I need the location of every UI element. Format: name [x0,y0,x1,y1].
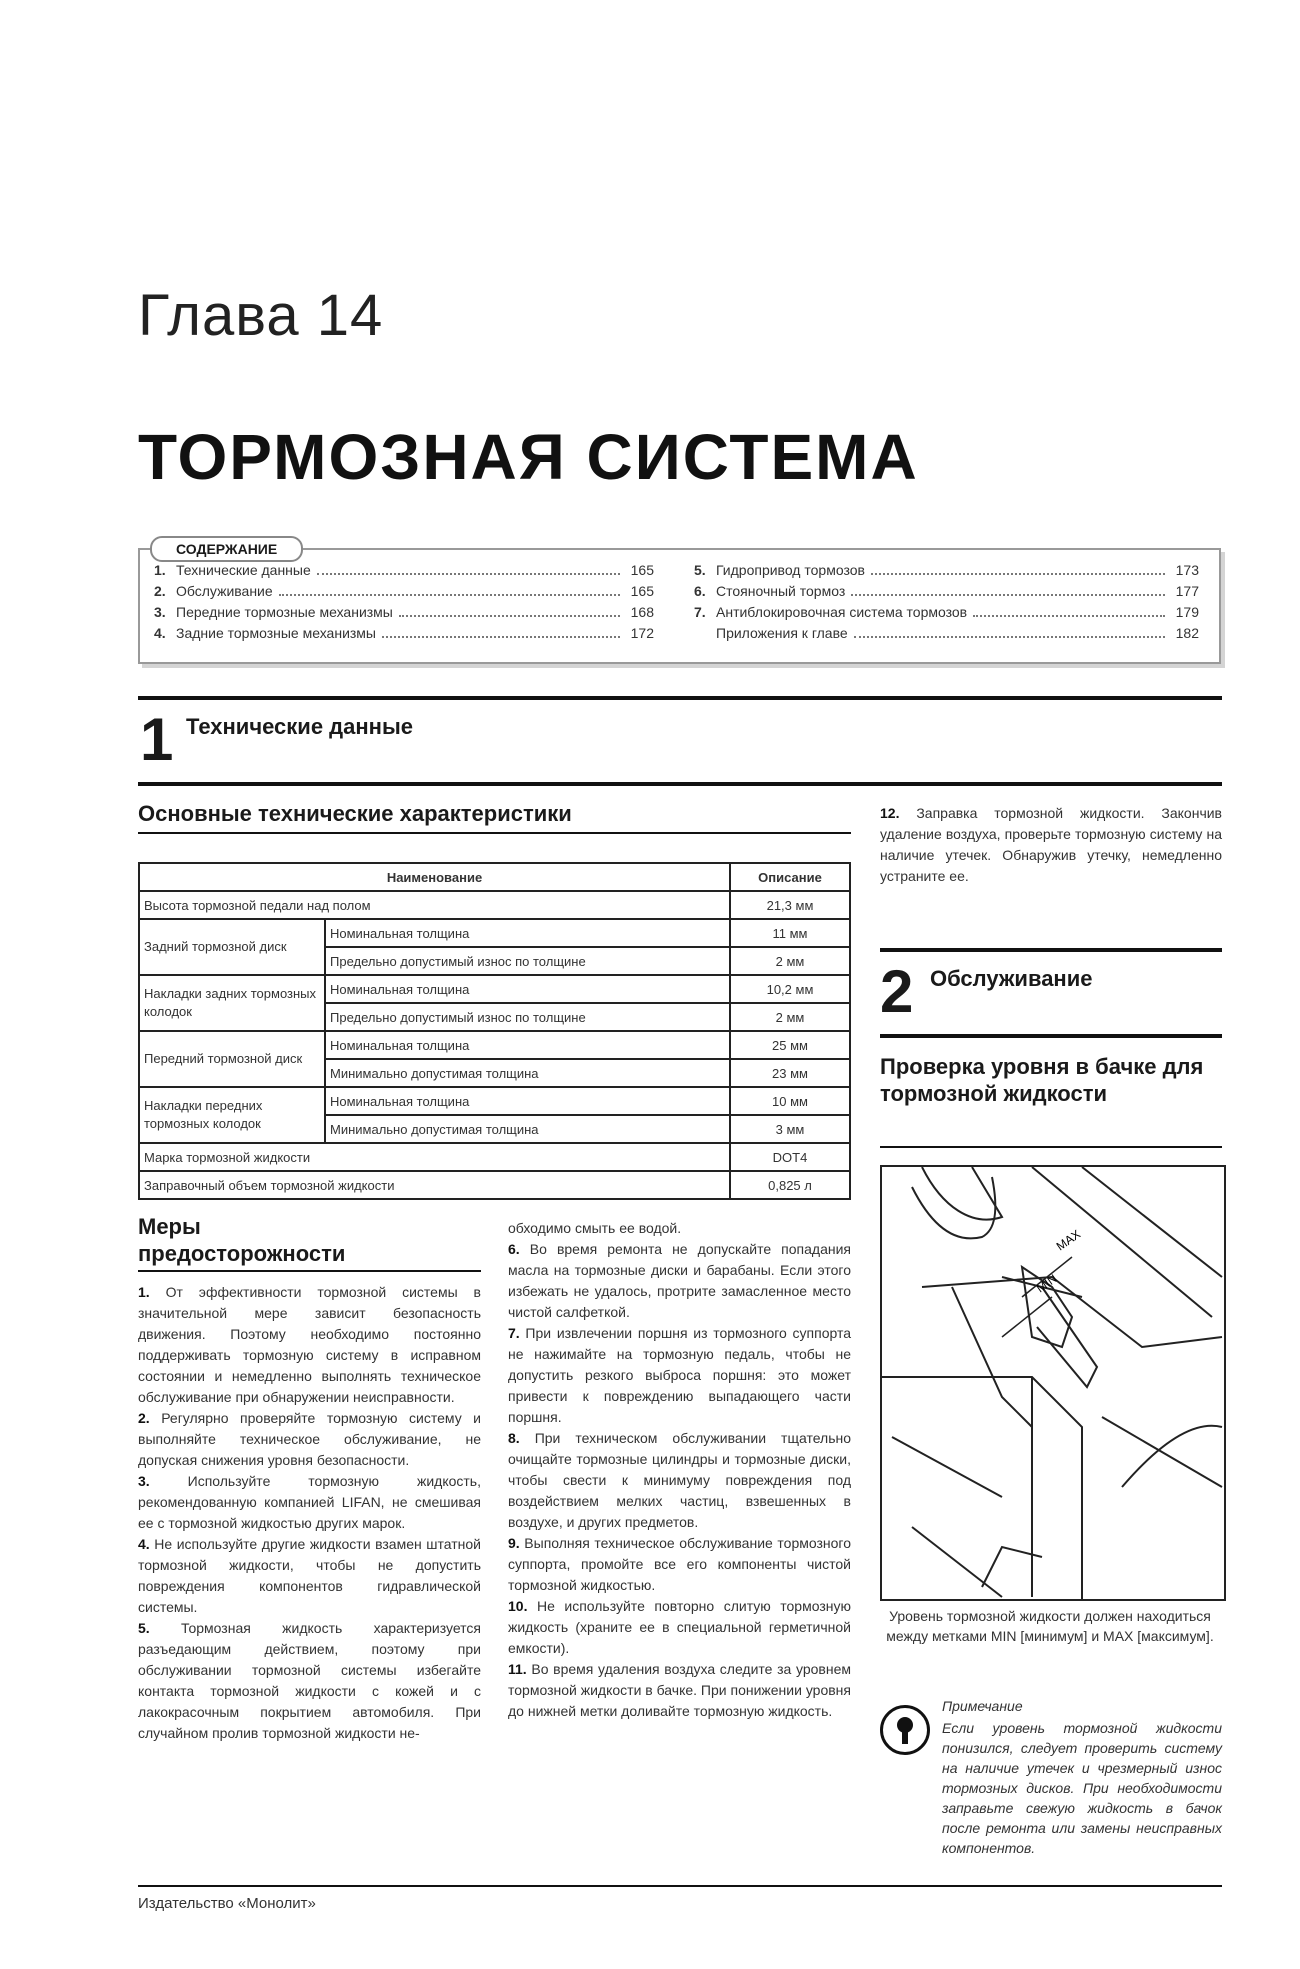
paragraph: 8. При техническом обслуживании тщательно очищайте тормозные цилиндры и тормозные диски, чтобы свести к минимуму повреждения под воздействием мелких частиц, взвешенных в воздухе, и других предметов. [508,1430,852,1530]
toc-item[interactable]: Приложения к главе 182 [716,624,1199,641]
table-header-row [139,863,850,891]
table-row: Накладки задних тормозных колодок Номинальная толщина 10,2 мм [139,975,850,1003]
table-row: Минимально допустимая толщина 23 мм [139,1059,850,1087]
table-row: Минимально допустимая толщина 3 мм [139,1115,850,1143]
table-row: Накладки передних тормозных колодок Номинальная толщина 10 мм [139,1087,850,1115]
paragraph: 11. Во время удаления воздуха следите за уровнем тормозной жидкости в бачке. При понижении уровня до нижней метки доливайте тормозную жидкость. [508,1661,852,1719]
paragraph: 4. Не используйте другие жидкости взамен штатной тормозной жидкости, чтобы не допустить повреждения компонентов гидравлической системы. [138,1536,481,1615]
check-level-heading: Проверка уровня в бачке для тормозной жидкости [880,1054,1204,1106]
table-row: Марка тормозной жидкости DOT4 [139,1143,850,1171]
section-title: Технические данные [186,714,413,739]
table-row: Передний тормозной диск Номинальная толщина 25 мм [139,1031,850,1059]
footer-rule [138,1885,1222,1887]
paragraph: 6. Во время ремонта не допускайте попадания масла на тормозные диски и барабаны. Если этого избежать не удалось, протрите замасленное место чистой салфеткой. [508,1241,852,1320]
table-header: Наименование [139,863,730,891]
toc-item[interactable]: 1. Технические данные 165 [154,561,654,578]
note-icon [880,1705,930,1755]
toc-item[interactable]: 7. Антиблокировочная система тормозов 179 [694,603,1199,620]
toc-item[interactable]: 3. Передние тормозные механизмы 168 [154,603,654,620]
reservoir-figure [880,1165,1226,1601]
toc-item[interactable]: 4. Задние тормозные механизмы 172 [154,624,654,641]
paragraph: 10. Не используйте повторно слитую тормозную жидкость (храните ее в специальной герметичной емкости). [508,1598,851,1656]
chapter-label: Глава 14 [138,283,384,348]
spec-table [138,862,851,1200]
heading-underline [880,1146,1222,1148]
section-rule [880,1034,1222,1038]
reservoir-drawing [882,1167,1224,1599]
contents-box [138,548,1221,664]
figure-caption: Уровень тормозной жидкости должен находиться между метками MIN [минимум] и MAX [максимум]. [886,1608,1214,1644]
paragraph: 2. Регулярно проверяйте тормозную систему и выполняйте техническое обслуживание, не допуская снижения уровня безопасности. [138,1410,482,1468]
text-column-3 [880,803,1222,887]
chapter-title: ТОРМОЗНАЯ СИСТЕМА [138,421,919,493]
min-label: MIN [1033,1271,1060,1296]
section-rule [880,948,1222,952]
note-title: Примечание [942,1698,1023,1714]
paragraph: 9. Выполняя техническое обслуживание тормозного суппорта, промойте все его компоненты чистой тормозной жидкостью. [508,1535,852,1593]
paragraph: 3. Используйте тормозную жидкость, рекомендованную компанией LIFAN, не смешивая ее с тормозной жидкостью других марок. [138,1473,481,1531]
paragraph: 1. От эффективности тормозной системы в значительной мере зависит безопасность движения. Поэтому необходимо постоянно поддерживать тормозную систему в исправном состоянии и немедленно выполнять техническое обслуживание при обнаружении неисправности. [138,1284,481,1405]
text-column-1 [138,1282,481,1744]
paragraph: 5. Тормозная жидкость характеризуется разъедающим действием, поэтому при обслуживании тормозной системы избегайте контакта тормозной жидкости с кожей и с лакокрасочным покрытием автомобиля. При случайном пролив тормозной жидкости не- [138,1620,481,1741]
contents-label: СОДЕРЖАНИЕ [150,536,303,562]
heading-underline [138,832,851,834]
table-row: Задний тормозной диск Номинальная толщина 11 мм [139,919,850,947]
toc-item[interactable]: 5. Гидропривод тормозов 173 [694,561,1199,578]
paragraph: обходимо смыть ее водой. [508,1220,682,1236]
note-text: Если уровень тормозной жидкости понизился, следует проверить систему на наличие утечек и чрезмерный износ тормозных дисков. При необходимости заправьте свежую жидкость в бачок после ремонта или замены неисправных компонентов. [942,1720,1222,1856]
toc-item[interactable]: 2. Обслуживание 165 [154,582,654,599]
table-row: Предельно допустимый износ по толщине 2 мм [139,947,850,975]
paragraph: 12. Заправка тормозной жидкости. Закончив удаление воздуха, проверьте тормозную систему на наличие утечек. Обнаружив утечку, немедленно устраните ее. [880,805,1222,884]
heading-underline [138,1270,481,1272]
spec-heading: Основные технические характеристики [138,801,572,826]
max-label: MAX [1053,1227,1084,1254]
section-number: 2 [880,958,914,1025]
footer-publisher: Издательство «Монолит» [138,1895,316,1912]
table-header: Описание [730,863,850,891]
section-number: 1 [140,706,174,773]
table-row: Предельно допустимый износ по толщине 2 мм [139,1003,850,1031]
table-row: Заправочный объем тормозной жидкости 0,825 л [139,1171,850,1199]
section-rule [138,696,1222,700]
table-row: Высота тормозной педали над полом 21,3 мм [139,891,850,919]
section-rule [138,782,1222,786]
toc-item[interactable]: 6. Стояночный тормоз 177 [694,582,1199,599]
precautions-heading: Меры предосторожности [138,1214,346,1266]
paragraph: 7. При извлечении поршня из тормозного суппорта не нажимайте на тормозную педаль, чтобы не допустить резкого выброса поршня: это может привести к повреждению выпадающего части поршня. [508,1325,852,1425]
text-column-2 [508,1218,851,1722]
section-title: Обслуживание [930,966,1093,991]
